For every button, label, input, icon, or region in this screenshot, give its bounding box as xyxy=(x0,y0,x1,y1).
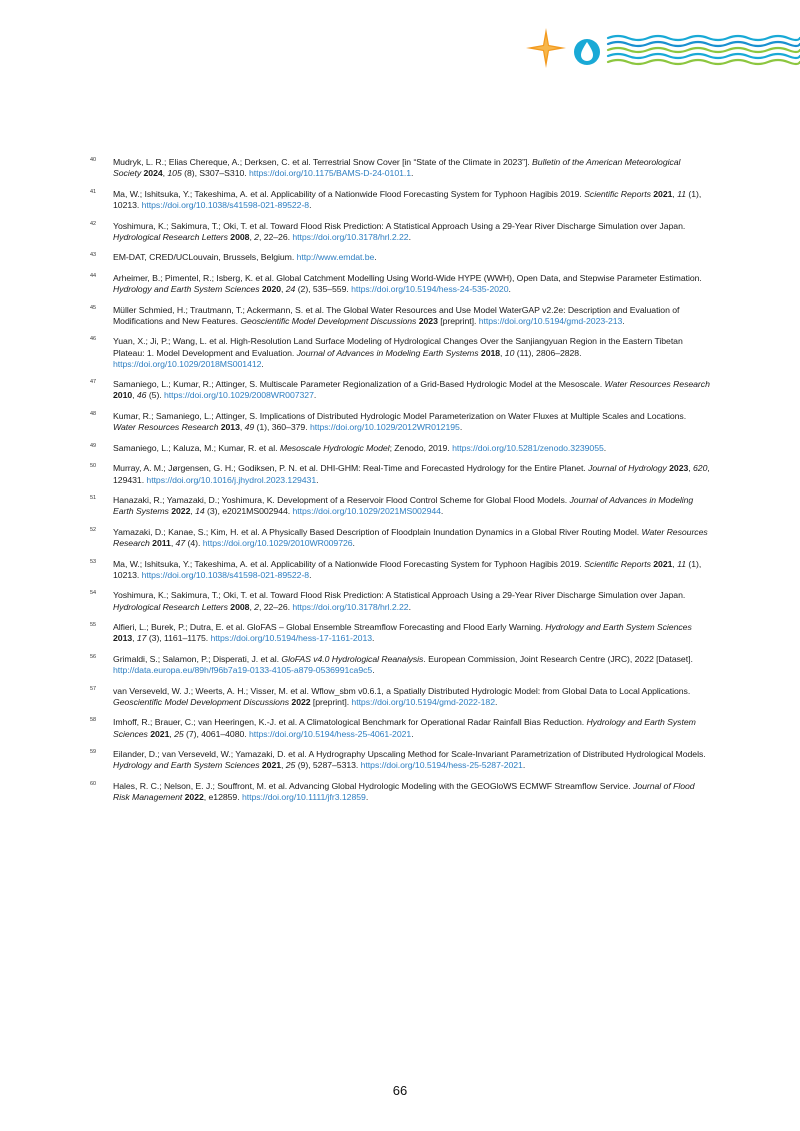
reference-text: , xyxy=(281,760,286,771)
reference-year: 2013 xyxy=(220,422,240,433)
reference-number: 43 xyxy=(90,252,97,259)
reference-item xyxy=(90,157,710,179)
reference-text: . xyxy=(365,792,369,802)
reference-text: (7), 4061–4080. xyxy=(183,728,250,739)
reference-link[interactable]: https://doi.org/10.5194/hess-25-5287-2021 xyxy=(360,760,523,771)
reference-link[interactable]: https://doi.org/10.1038/s41598-021-89522-8 xyxy=(141,199,310,210)
reference-text: . xyxy=(313,390,317,401)
reference-text: (11), 2806–2828. xyxy=(514,347,582,358)
reference-text: (8), S307–S310. xyxy=(181,168,249,179)
reference-text: Yamazaki, D.; Kanae, S.; Kim, H. et al. A Physically Based Description of Floodplain Inundation Dynamics in a Global River Routing Model. xyxy=(113,526,642,537)
reference-text: Samaniego, L.; Kaluza, M.; Kumar, R. et al. xyxy=(113,442,280,453)
reference-italic-text: 49 xyxy=(244,422,255,433)
reference-item xyxy=(90,252,710,263)
reference-text: (9), 5287–5313. xyxy=(295,760,361,771)
reference-text: , xyxy=(249,231,255,242)
reference-year: 2008 xyxy=(230,601,250,612)
reference-number: 40 xyxy=(90,157,97,163)
reference-text: Samaniego, L.; Kumar, R.; Attinger, S. Multiscale Parameter Regionalization of a Grid-Based Hydrologic Model at the Mesoscale. xyxy=(113,379,605,390)
reference-number: 49 xyxy=(90,442,97,449)
reference-number: 51 xyxy=(90,495,97,502)
reference-text: EM-DAT, CRED/UCLouvain, Brussels, Belgium. xyxy=(113,252,297,263)
reference-text: . xyxy=(440,506,444,517)
reference-link[interactable]: http://data.europa.eu/89h/f96b7a19-0133-4105-a879-0536991ca9c5 xyxy=(113,665,373,675)
reference-item xyxy=(90,686,710,708)
header-decoration xyxy=(520,26,800,76)
reference-text: Alfieri, L.; Burek, P.; Dutra, E. et al. GloFAS – Global Ensemble Streamflow Forecasting and Flood Early Warning. xyxy=(113,622,546,633)
reference-number: 53 xyxy=(90,558,97,565)
reference-item xyxy=(90,221,710,243)
reference-text: , xyxy=(162,168,168,179)
reference-link[interactable]: https://doi.org/10.3178/hrl.2.22 xyxy=(292,601,409,612)
water-drop-icon xyxy=(574,39,600,65)
reference-item xyxy=(90,622,710,644)
reference-text: Imhoff, R.; Brauer, C.; van Heeringen, K.-J. et al. A Climatological Benchmark for Operational Radar Rainfall Bias Reduction. xyxy=(113,717,587,728)
reference-year: 2023 xyxy=(669,463,689,474)
reference-text: , 22–26. xyxy=(258,231,293,242)
reference-italic-text: 25 xyxy=(285,760,296,771)
reference-text: (3), e2021MS002944. xyxy=(204,506,293,517)
reference-number: 45 xyxy=(90,304,97,311)
reference-text: , xyxy=(132,633,137,644)
reference-text: , xyxy=(132,390,137,401)
reference-text: , xyxy=(249,601,255,612)
reference-italic-text: 2 xyxy=(254,601,259,612)
reference-link[interactable]: https://doi.org/10.1029/2008WR007327 xyxy=(164,390,314,401)
reference-text: . xyxy=(459,422,463,433)
reference-text: (1), 360–379. xyxy=(254,422,310,433)
reference-item xyxy=(90,273,710,295)
reference-number: 58 xyxy=(90,717,97,724)
reference-link[interactable]: https://doi.org/10.1029/2012WR012195 xyxy=(309,422,460,433)
reference-year: 2021 xyxy=(150,728,170,739)
reference-italic-text: Hydrology and Earth System Sciences xyxy=(545,622,692,633)
reference-link[interactable]: https://doi.org/10.1038/s41598-021-89522-8 xyxy=(141,569,310,580)
reference-number: 59 xyxy=(90,749,97,756)
reference-item xyxy=(90,305,710,327)
reference-number: 41 xyxy=(90,188,97,195)
reference-text: [preprint]. xyxy=(437,315,479,326)
reference-italic-text: 2 xyxy=(254,231,259,242)
reference-text: Arheimer, B.; Pimentel, R.; Isberg, K. et al. Global Catchment Modelling Using World-Wide HYPE (WWH), Open Data, and Stepwise Parameter Estimation. xyxy=(113,272,702,283)
reference-year: 2022 xyxy=(291,696,311,707)
sun-sparkle-icon xyxy=(526,28,566,68)
reference-text: Ma, W.; Ishitsuka, Y.; Takeshima, A. et al. Applicability of a Nationwide Flood Forecasting System for Typhoon Hagibis 2019. xyxy=(113,188,585,199)
reference-number: 56 xyxy=(90,653,97,660)
reference-item xyxy=(90,717,710,739)
reference-year: 2020 xyxy=(261,284,282,294)
reference-link[interactable]: https://doi.org/10.5281/zenodo.3239055 xyxy=(452,442,604,453)
reference-text: Murray, A. M.; Jørgensen, G. H.; Godiksen, P. N. et al. DHI-GHM: Real-Time and Forecasted Hydrology for the Entire Planet. xyxy=(113,463,589,474)
reference-italic-text: Journal of Advances in Modeling Earth Systems xyxy=(113,495,694,517)
reference-text: , e12859. xyxy=(203,792,242,802)
reference-italic-text: 11 xyxy=(677,558,687,569)
reference-text: . xyxy=(316,474,319,485)
reference-text: . xyxy=(408,231,411,242)
reference-text: [preprint]. xyxy=(310,696,352,707)
reference-year: 2018 xyxy=(480,347,501,358)
reference-text: . xyxy=(372,665,375,675)
reference-text: , xyxy=(500,347,505,358)
reference-number: 46 xyxy=(90,336,97,343)
reference-item xyxy=(90,189,710,211)
reference-link[interactable]: https://doi.org/10.1029/2018MS001412 xyxy=(113,358,262,369)
reference-number: 50 xyxy=(90,463,97,470)
reference-italic-text: Journal of Hydrology xyxy=(588,463,667,474)
reference-italic-text: Water Resources Research xyxy=(113,422,219,433)
reference-number: 60 xyxy=(90,780,97,787)
page-number: 66 xyxy=(392,1083,408,1098)
reference-list xyxy=(90,157,710,813)
reference-year: 2021 xyxy=(653,188,673,199)
reference-link[interactable]: https://doi.org/10.5194/gmd-2022-182 xyxy=(351,696,495,707)
reference-text: Hales, R. C.; Nelson, E. J.; Souffront, M. et al. Advancing Global Hydrologic Modeling with the GEOGloWS ECMWF Streamflow Service. xyxy=(113,780,634,791)
reference-year: 2023 xyxy=(418,315,438,326)
reference-text: , 22–26. xyxy=(258,601,293,612)
reference-text: . xyxy=(374,252,377,263)
reference-number: 44 xyxy=(90,272,97,279)
reference-year: 2021 xyxy=(653,558,673,569)
reference-link[interactable]: https://doi.org/10.5194/hess-25-4061-2021 xyxy=(249,728,412,739)
reference-text: , xyxy=(672,188,678,199)
reference-text: . European Commission, Joint Research Centre (JRC), 2022 [Dataset]. xyxy=(423,653,693,664)
reference-italic-text: Mesoscale Hydrologic Model xyxy=(279,442,390,453)
reference-item xyxy=(90,443,710,454)
reference-item xyxy=(90,781,710,803)
reference-year: 2010 xyxy=(113,390,133,401)
reference-text: . xyxy=(408,601,411,612)
reference-italic-text: Bulletin of the American Meteorological Society xyxy=(113,157,681,179)
reference-item xyxy=(90,379,710,401)
reference-text: van Verseveld, W. J.; Weerts, A. H.; Visser, M. et al. Wflow_sbm v0.6.1, a Spatially Distributed Hydrologic Model: from Global Data to Local Applications. xyxy=(113,685,691,696)
reference-italic-text: 47 xyxy=(175,538,186,548)
reference-text: Müller Schmied, H.; Trautmann, T.; Ackermann, S. et al. The Global Water Resources and Use Model WaterGAP v2.2e: Description and Evaluation of Modifications and New Features. xyxy=(113,304,680,326)
reference-number: 48 xyxy=(90,411,97,417)
reference-text: . xyxy=(261,358,264,369)
reference-link[interactable]: https://doi.org/10.1029/2021MS002944 xyxy=(292,506,441,517)
reference-year: 2011 xyxy=(152,538,171,548)
reference-number: 55 xyxy=(90,622,97,629)
reference-link[interactable]: https://doi.org/10.5194/hess-17-1161-2013 xyxy=(210,633,373,644)
reference-year: 2008 xyxy=(230,231,250,242)
reference-text: (5). xyxy=(146,390,165,401)
reference-text: Eilander, D.; van Verseveld, W.; Yamazaki, D. et al. A Hydrography Upscaling Method for Scale-Invariant Parametrization of Distributed Hydrological Models. xyxy=(113,749,706,760)
waves-icon xyxy=(608,36,800,64)
reference-number: 42 xyxy=(90,220,97,227)
reference-text: . xyxy=(522,760,526,771)
reference-item xyxy=(90,463,710,485)
reference-link[interactable]: https://doi.org/10.5194/hess-24-535-2020 xyxy=(351,284,509,294)
reference-link[interactable]: https://doi.org/10.1029/2010WR009726 xyxy=(202,538,353,548)
reference-text: . xyxy=(372,633,375,644)
reference-year: 2021 xyxy=(261,760,282,771)
reference-text: , xyxy=(169,728,175,739)
reference-italic-text: Geoscientific Model Development Discussions xyxy=(240,315,417,326)
reference-year: 2024 xyxy=(143,168,163,179)
reference-italic-text: Geoscientific Model Development Discussions xyxy=(113,696,290,707)
reference-italic-text: 11 xyxy=(677,188,687,199)
reference-italic-text: 24 xyxy=(285,284,296,294)
reference-link[interactable]: http://www.emdat.be xyxy=(296,252,375,263)
reference-text: . xyxy=(309,569,312,580)
reference-text: . xyxy=(309,199,312,210)
reference-item xyxy=(90,559,710,581)
reference-text: Ma, W.; Ishitsuka, Y.; Takeshima, A. et al. Applicability of a Nationwide Flood Forecasting System for Typhoon Hagibis 2019. xyxy=(113,558,585,569)
reference-item xyxy=(90,590,710,612)
reference-italic-text: 46 xyxy=(136,390,147,401)
reference-text: (1), 10213. xyxy=(113,188,702,210)
reference-item xyxy=(90,749,710,771)
reference-italic-text: 14 xyxy=(195,506,205,517)
reference-text: Kumar, R.; Samaniego, L.; Attinger, S. Implications of Distributed Hydrologic Model Parameterization on Water Fluxes at Multiple Scales and Locations. xyxy=(113,411,687,421)
reference-text: Mudryk, L. R.; Elias Chereque, A.; Derksen, C. et al. Terrestrial Snow Cover [in “State of the Climate in 2023”]. xyxy=(113,157,533,167)
reference-item xyxy=(90,654,710,676)
reference-item xyxy=(90,527,710,549)
reference-item xyxy=(90,411,710,433)
reference-italic-text: Hydrological Research Letters xyxy=(113,601,228,612)
reference-text: , xyxy=(672,558,678,569)
reference-link[interactable]: https://doi.org/10.1016/j.jhydrol.2023.129431 xyxy=(146,474,317,485)
reference-text: (1), 10213. xyxy=(113,558,702,580)
reference-italic-text: Journal of Advances in Modeling Earth Systems xyxy=(296,347,479,358)
reference-italic-text: Water Resources Research xyxy=(113,526,708,548)
reference-italic-text: 25 xyxy=(174,728,184,739)
reference-text: . xyxy=(603,442,607,453)
reference-italic-text: 105 xyxy=(167,168,182,179)
reference-text: (2), 535–559. xyxy=(295,284,352,294)
reference-year: 2013 xyxy=(113,633,133,644)
reference-italic-text: Hydrology and Earth System Sciences xyxy=(113,760,260,771)
reference-text: Hanazaki, R.; Yamazaki, D.; Yoshimura, K. Development of a Reservoir Flood Control Scheme for Global Flood Models. xyxy=(113,495,570,506)
reference-number: 57 xyxy=(90,685,97,692)
reference-year: 2022 xyxy=(171,506,191,517)
reference-italic-text: 17 xyxy=(136,633,147,644)
reference-italic-text: Hydrology and Earth System Sciences xyxy=(113,284,260,294)
reference-italic-text: GloFAS v4.0 Hydrological Reanalysis xyxy=(281,653,424,664)
reference-text: , xyxy=(688,463,693,474)
reference-text: , xyxy=(281,284,286,294)
reference-text: . xyxy=(508,284,511,294)
reference-italic-text: Hydrology and Earth System Sciences xyxy=(113,717,696,739)
reference-text: (3), 1161–1175. xyxy=(146,633,211,644)
reference-text: , 129431. xyxy=(113,463,710,485)
reference-italic-text: Hydrological Research Letters xyxy=(113,231,228,242)
reference-number: 47 xyxy=(90,379,97,386)
reference-link[interactable]: https://doi.org/10.5194/gmd-2023-213 xyxy=(478,315,623,326)
reference-text: . xyxy=(495,696,498,707)
reference-text: Grimaldi, S.; Salamon, P.; Disperati, J. et al. xyxy=(113,653,282,664)
reference-italic-text: 10 xyxy=(504,347,515,358)
reference-text: . xyxy=(352,538,355,548)
reference-link[interactable]: https://doi.org/10.1175/BAMS-D-24-0101.1 xyxy=(249,168,412,179)
reference-text: , xyxy=(239,422,245,433)
reference-italic-text: Scientific Reports xyxy=(584,558,651,569)
reference-text: . xyxy=(622,315,625,326)
reference-text: Yoshimura, K.; Sakimura, T.; Oki, T. et al. Toward Flood Risk Prediction: A Statistical Approach Using a 29-Year River Discharge Simulation over Japan. xyxy=(113,220,686,231)
reference-text: . xyxy=(411,168,414,179)
reference-italic-text: 620 xyxy=(693,463,708,474)
reference-text: Yoshimura, K.; Sakimura, T.; Oki, T. et al. Toward Flood Risk Prediction: A Statistical Approach Using a 29-Year River Discharge Simulation over Japan. xyxy=(113,590,686,601)
header-decoration-graphic xyxy=(520,26,800,76)
reference-number: 54 xyxy=(90,590,97,597)
reference-text: , xyxy=(190,506,196,517)
reference-text: (4). xyxy=(185,538,203,548)
reference-number: 52 xyxy=(90,526,97,533)
reference-year: 2022 xyxy=(184,792,204,802)
reference-link[interactable]: https://doi.org/10.1111/jfr3.12859 xyxy=(241,792,366,802)
reference-item xyxy=(90,495,710,517)
reference-italic-text: Scientific Reports xyxy=(584,188,651,199)
reference-text: Yuan, X.; Ji, P.; Wang, L. et al. High-Resolution Land Surface Modeling of Hydrological Changes Over the Sanjiangyuan Region in the Eastern Tibetan Plateau: 1. Model Development and Evaluation. xyxy=(113,336,683,358)
reference-text: ; Zenodo, 2019. xyxy=(389,442,453,453)
reference-italic-text: Journal of Flood Risk Management xyxy=(113,780,695,802)
reference-item xyxy=(90,336,710,370)
reference-link[interactable]: https://doi.org/10.3178/hrl.2.22 xyxy=(292,231,409,242)
reference-text: . xyxy=(411,728,414,739)
reference-text: , xyxy=(170,538,176,548)
reference-italic-text: Water Resources Research xyxy=(604,379,710,390)
